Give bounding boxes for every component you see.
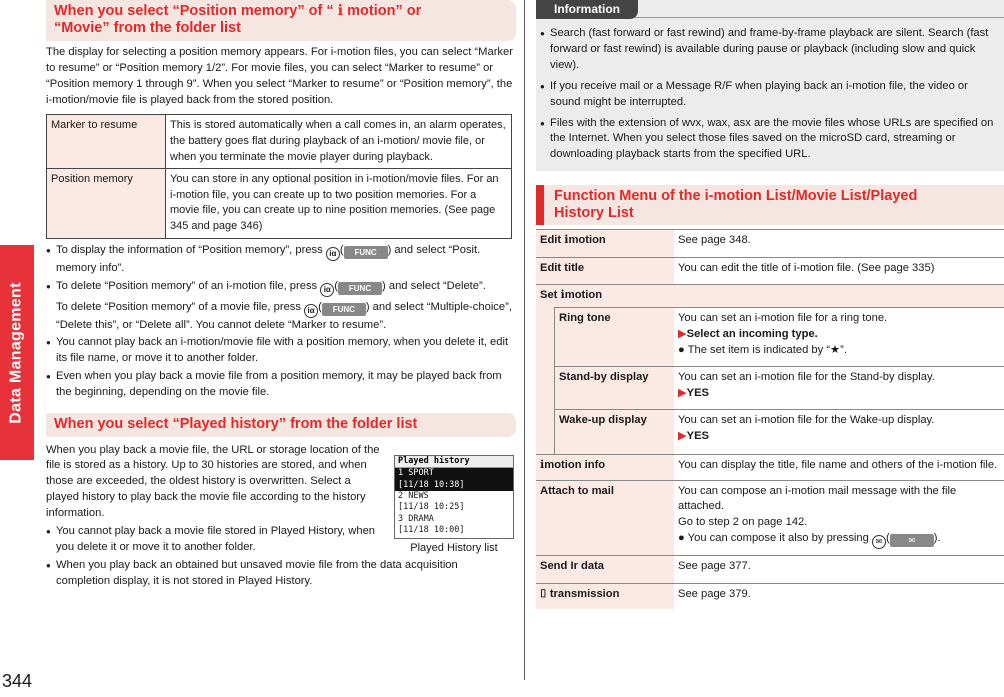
text: You can set an i-motion file for a ring tone. — [678, 312, 888, 325]
menu-item-edit-imotion: Edit ℹmotion — [536, 230, 674, 257]
text: Select an incoming type. — [686, 328, 818, 341]
function-menu-table — [536, 229, 1004, 610]
information-list — [536, 20, 1004, 171]
text: To delete “Position memory” of a movie file, press — [56, 300, 305, 313]
table-row — [536, 366, 1004, 409]
phone-screen — [394, 455, 514, 539]
menu-item-imotion-info: ℹmotion info — [536, 455, 674, 480]
played-history-screenshot — [394, 455, 514, 557]
table-row — [536, 257, 1004, 285]
table-row — [536, 307, 1004, 366]
menu-item-send-ir-data: Send Ir data — [536, 556, 674, 583]
side-tab — [0, 245, 34, 460]
table-row — [536, 284, 1004, 307]
indent-cell — [536, 409, 554, 454]
indent-cell — [536, 366, 554, 409]
table-row — [536, 229, 1004, 257]
text: Go to step 2 on page 142. — [678, 516, 808, 529]
func-softkey-icon: FUNC — [338, 282, 382, 295]
step — [678, 429, 1000, 451]
menu-item-desc — [674, 307, 1004, 366]
list-item: 2 NEWS — [398, 491, 429, 502]
text: YES — [686, 386, 709, 399]
i-mode-key-icon: iα — [304, 304, 318, 318]
column-divider — [524, 0, 525, 680]
page-number: 344 — [2, 671, 33, 692]
text: You can compose an i-motion mail message with the file attached. — [678, 484, 957, 513]
position-memory-table — [46, 114, 512, 238]
mail-softkey-icon: ✉ — [890, 534, 934, 547]
list-item: ● When you play back an obtained but unsaved movie file from the data acquisition completion display, it is not stored in Played History. — [46, 558, 512, 590]
ir-icon: ⌷ — [540, 588, 550, 601]
menu-item-wakeup-display: Wake-up display — [554, 409, 674, 454]
section-heading-position-memory — [46, 0, 516, 41]
list-item: ● To display the information of “Position memory”, press iα ( FUNC ) and select “Posit. memory info”. — [46, 243, 516, 277]
table-row — [536, 409, 1004, 454]
menu-item-attach-to-mail: Attach to mail — [536, 481, 674, 556]
text: You can set an i-motion file for the Wake-up display. — [678, 413, 935, 426]
table-row — [47, 169, 512, 238]
menu-item-desc — [674, 481, 1004, 556]
menu-item-desc: See page 377. — [678, 560, 751, 573]
menu-item-desc: You can edit the title of i-motion file. (See page 335) — [678, 261, 935, 274]
arrow-icon: ▶ — [678, 328, 687, 341]
step — [678, 327, 1000, 343]
table-row — [536, 583, 1004, 609]
table-value: You can store in any optional position in i-motion/movie files. For an i-motion file, you can create up to two position memories. For a movie file, you can create up to nine position memories. (See page 345 and page 346) — [166, 169, 512, 238]
heading-text — [544, 185, 1004, 224]
step — [678, 386, 1000, 406]
list-item: ● If you receive mail or a Message R/F when playing back an i-motion file, the video or sound might be interrupted. — [540, 79, 996, 111]
information-box — [536, 0, 1004, 171]
text: . — [937, 532, 941, 545]
text: and select “Multiple-choice”, “Delete this”, or “Delete all”. You cannot delete “Marker to resume”. — [56, 300, 512, 331]
heading-line: History List — [554, 204, 634, 221]
text: and select “Posit. memory info”. — [56, 243, 481, 274]
list-item: [11/18 10:25] — [398, 502, 465, 513]
heading-accent-bar — [536, 185, 544, 224]
menu-item-edit-title: Edit title — [536, 258, 674, 285]
menu-item-ring-tone: Ring tone — [554, 307, 674, 366]
list-item: ● You cannot play back an i-motion/movie file with a position memory, when you delete it, edit its file name, or move it to another folder. — [46, 335, 516, 367]
text: You can compose it also by pressing — [687, 532, 872, 545]
list-item: ● Search (fast forward or fast rewind) and frame-by-frame playback are silent. Search (fast forward or fast rewind) is available during pause or playback (including slow and quick view). — [540, 26, 996, 74]
mail-key-icon: ✉ — [872, 535, 886, 549]
text: The set item is indicated by “★”. — [687, 344, 847, 357]
paragraph: The display for selecting a position memory appears. For i-motion files, you can select “Marker to resume” or “Position memory 1/2”. For movie files, you can select “Marker to resume” or “Position memory 1 through 9”. When you select “Marker to resume” or “Position memory”, the i-motion/movie file is played back from the stored position. — [46, 45, 513, 106]
list-item: 3 DRAMA — [398, 513, 434, 524]
heading-line: Function Menu of the i-motion List/Movie List/Played — [554, 188, 918, 205]
text: You can set an i-motion file for the Stand-by display. — [678, 371, 935, 384]
table-value: This is stored automatically when a call comes in, an alarm operates, the battery goes flat during playback of an i-motion/ movie file, or when you terminate the movie player during playback. — [166, 115, 512, 169]
bullet-list — [46, 558, 512, 590]
text: transmission — [549, 588, 620, 601]
information-header — [536, 0, 1004, 18]
list-item: [11/18 10:38] — [395, 480, 513, 491]
menu-item-standby-display: Stand-by display — [554, 366, 674, 409]
arrow-icon: ▶ — [678, 386, 687, 399]
note: ● You can compose it also by pressing ✉ ( ✉ ). — [678, 531, 1000, 549]
i-mode-key-icon: iα — [320, 283, 334, 297]
menu-item-desc: See page 379. — [678, 588, 751, 601]
arrow-icon: ▶ — [678, 429, 687, 442]
note: ● The set item is indicated by “★”. — [678, 344, 847, 357]
section-heading-played-history: When you select “Played history” from the folder list — [46, 413, 516, 436]
table-key: Position memory — [47, 169, 166, 238]
list-item: ● You cannot play back a movie file stored in Played History, when you delete it or move it to another folder. — [46, 524, 382, 556]
list-item: 1 SPORT — [395, 468, 513, 479]
function-menu-heading — [536, 185, 1004, 224]
right-column — [536, 0, 1004, 609]
list-item: ● To delete “Position memory” of an i-motion file, press iα ( FUNC ) and select “Delete”. To delete “Position memory” of a movie file, press iα ( FUNC ) and select “Multiple-choice”, “Delete this”, or “Delete all”. You cannot delete “Marker to resume”. — [46, 279, 516, 334]
bullet-list — [46, 524, 382, 556]
table-row — [536, 555, 1004, 583]
menu-item-desc: You can display the title, file name and others of the i-motion file. — [678, 458, 998, 471]
list-item: ● Files with the extension of wvx, wax, asx are the movie files whose URLs are specified on the Internet. When you select those files saved on the microSD card, streaming or downloading playback starts from the specified URL. — [540, 116, 996, 164]
figure-caption: Played History list — [410, 542, 498, 554]
i-mode-key-icon: iα — [326, 247, 340, 261]
list-item: ● Even when you play back a movie file from a position memory, it may be played back from the beginning, depending on the movie file. — [46, 369, 516, 401]
menu-item-transmission — [536, 584, 674, 609]
text: YES — [686, 429, 709, 442]
bullet-list — [46, 243, 516, 401]
side-tab-label: Data Management — [7, 281, 25, 424]
paragraph: When you play back a movie file, the URL or storage location of the file is stored as a history. Up to 30 histories are stored, and when those are exceeded, the oldest history is overwritten. Select a played history to play back the movie file according to the history information. — [46, 443, 380, 520]
heading-line: “Movie” from the folder list — [54, 20, 241, 37]
information-label: Information — [536, 0, 638, 19]
table-row — [536, 454, 1004, 480]
table-row — [47, 115, 512, 169]
heading-line: When you select “Position memory” of “ ℹ motion” or — [54, 3, 422, 19]
func-softkey-icon: FUNC — [344, 246, 388, 259]
menu-item-desc — [674, 366, 1004, 409]
table-row — [536, 480, 1004, 556]
text: and select “Delete”. — [385, 279, 486, 292]
phone-title: Played history — [395, 456, 513, 468]
table-key: Marker to resume — [47, 115, 166, 169]
menu-item-desc: See page 348. — [678, 233, 751, 246]
menu-item-desc — [674, 409, 1004, 454]
text: To delete “Position memory” of an i-motion file, press — [56, 279, 321, 292]
menu-item-set-imotion: Set ℹmotion — [536, 285, 1004, 307]
func-softkey-icon: FUNC — [322, 303, 366, 316]
indent-cell — [536, 307, 554, 366]
sub-note: To delete “Position memory” of a movie file, press iα ( FUNC ) and select “Multiple-choice”, “Delete this”, or “Delete all”. You cannot delete “Marker to resume”. — [56, 300, 512, 331]
text: To display the information of “Position memory”, press — [56, 243, 326, 256]
list-item: [11/18 10:00] — [398, 525, 465, 536]
